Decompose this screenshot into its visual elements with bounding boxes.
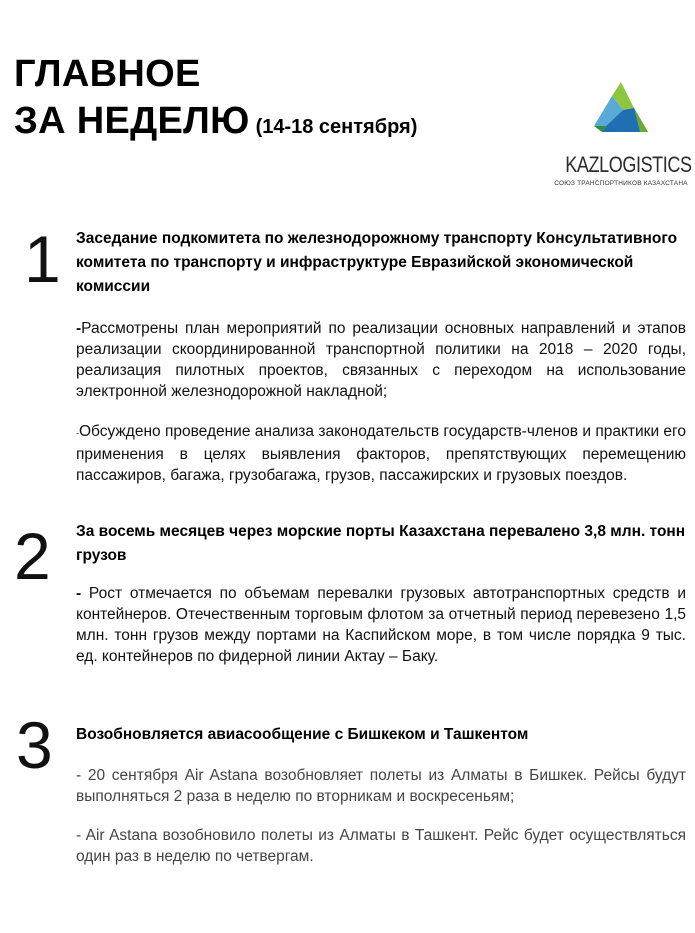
paragraph-text: - Air Astana возобновило полеты из Алматы в Ташкент. Рейс будет осуществляться один раз в неделю по четвергам.	[76, 827, 686, 865]
page-title-text: ЗА НЕДЕЛЮ	[14, 100, 250, 142]
logo-triangle-icon	[594, 82, 648, 142]
item-paragraph	[76, 825, 686, 867]
item-number: 3	[16, 708, 53, 782]
paragraph-bullet: -	[76, 428, 79, 438]
item-paragraph	[76, 318, 686, 402]
logo-wordmark: KAZLOGISTICS	[565, 152, 692, 177]
item-heading: За восемь месяцев через морские порты Казахстана перевалено 3,8 млн. тонн грузов	[76, 523, 686, 564]
logo-tagline: СОЮЗ ТРАНСПОРТНИКОВ КАЗАХСТАНА	[554, 180, 688, 187]
item-paragraph	[76, 765, 686, 807]
paragraph-bullet: -	[76, 320, 82, 337]
item-number: 2	[14, 519, 51, 593]
paragraph-text: - 20 сентября Air Astana возобновляет полеты из Алматы в Бишкек. Рейсы будут выполняться 2 раза в неделю по вторникам и воскресеньям;	[76, 767, 686, 805]
paragraph-bullet: -	[76, 585, 82, 602]
kazlogistics-logo	[553, 82, 692, 192]
paragraph-text: Рассмотрены план мероприятий по реализации основных направлений и этапов реализации скоординированной транспортной политики на 2018 – 2020 годы, реализация пилотных проектов, связанных с переходом на использование электронной железнодорожной накладной;	[76, 320, 686, 400]
page-title-line-1: ГЛАВНОЕ	[14, 53, 201, 95]
item-paragraph	[76, 583, 686, 667]
item-heading: Заседание подкомитета по железнодорожному транспорту Консультативного комитета по транспорту и инфраструктуре Евразийской экономической комиссии	[76, 230, 678, 295]
page-title-line-2	[14, 99, 417, 149]
date-range: (14-18 сентября)	[255, 116, 418, 138]
paragraph-text: Обсуждено проведение анализа законодательств государств-членов и практики его применения в целях выявления факторов, препятствующих перемещению пассажиров, багажа, грузобагажа, грузов, пассажирских и грузовых поездов.	[76, 423, 686, 484]
item-heading: Возобновляется авиасообщение с Бишкеком и Ташкентом	[76, 726, 529, 743]
paragraph-text: Рост отмечается по объемам перевалки грузовых автотранспортных средств и контейнеров. Отечественным торговым флотом за отчетный период перевезено 1,5 млн. тонн грузов между портами на Каспийском море, в том числе порядка 9 тыс. ед. контейнеров по фидерной линии Актау – Баку.	[76, 585, 686, 665]
item-paragraph	[76, 421, 686, 486]
item-number: 1	[24, 222, 61, 296]
